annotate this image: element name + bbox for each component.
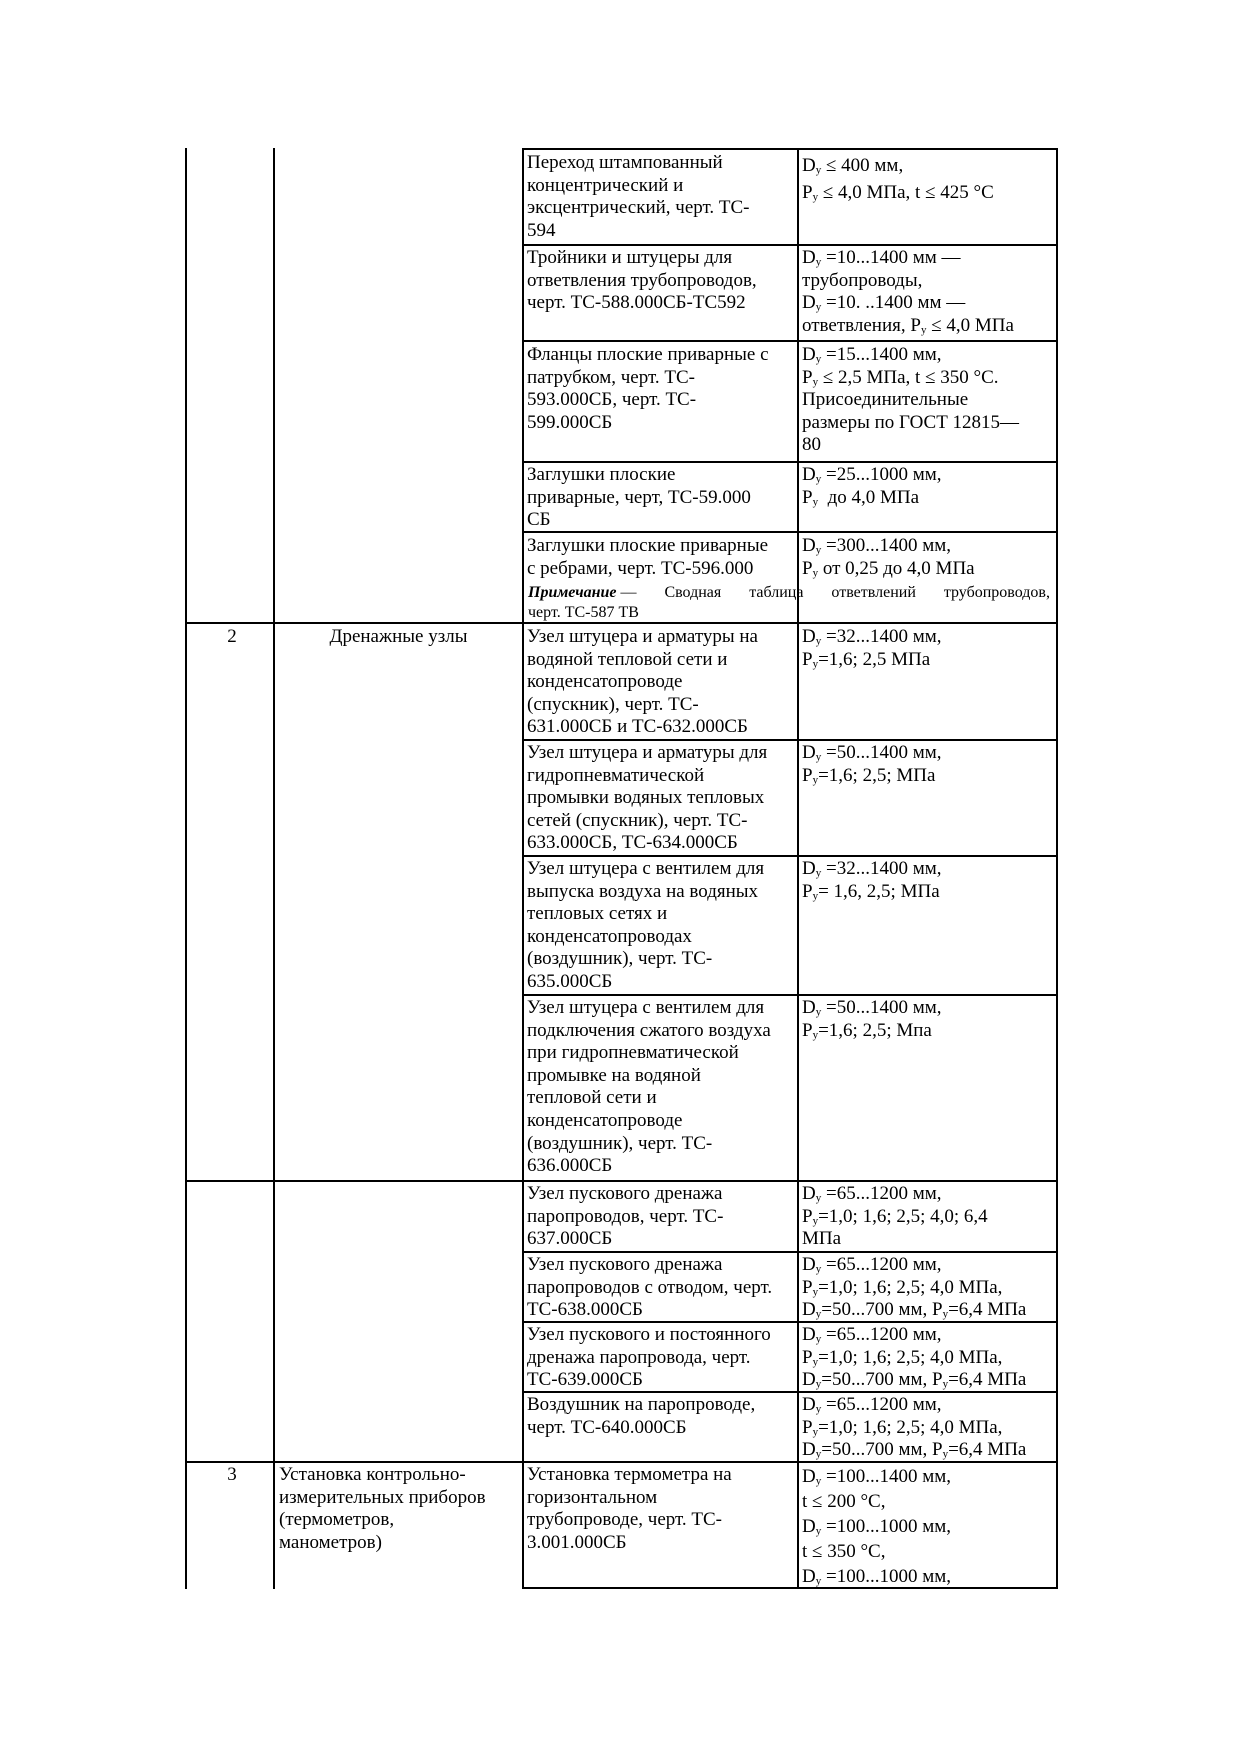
note-label: Примечание (528, 584, 617, 601)
row-number: 2 (227, 626, 237, 647)
table-divider-col1 (273, 148, 275, 1589)
row-name: Переход штампованный концентрический и эксцентрический, черт. ТС- 594 (527, 152, 750, 241)
group-title: Дренажные узлы (329, 626, 468, 647)
row-name: Узел штуцера с вентилем для выпуска воздуха на водяных тепловых сетях и конденсатопроводах (воздушник), черт. ТС- 635.000СБ (527, 858, 765, 992)
row-name: Воздушник на паропроводе, черт. ТС-640.000СБ (527, 1394, 756, 1438)
row-line (522, 340, 1058, 342)
row-line (522, 739, 1058, 741)
table-divider-col3 (797, 148, 799, 1589)
row-line (522, 461, 1058, 463)
row-name: Узел штуцера и арматуры для гидропневматической промывки водяных тепловых сетей (спускник), черт. ТС- 633.000СБ, ТС-634.000СБ (527, 742, 768, 854)
row-params: $D_у =65...1200$ мм, $P_у=1,0$; 1,6; 2,5; 4,0; 6,4 МПа (802, 1183, 988, 1250)
row-params: $D_у =100...1400$ мм, t ≤ 200 °С, $D_у =100...1000$ мм, t ≤ 350 °С, $D_у =100...1000$ мм, (802, 1466, 951, 1587)
row-name: Заглушки плоские приварные с ребрами, черт. ТС-596.000 (527, 535, 769, 579)
row-name: Тройники и штуцеры для ответвления трубопроводов, черт. ТС-588.000СБ-ТС592 (527, 247, 757, 314)
table-border-left (185, 148, 187, 1589)
row-line (522, 1251, 1058, 1253)
row-line (522, 994, 1058, 996)
row-params: $D_у =65...1200$ мм, $P_у=1,0$; 1,6; 2,5; 4,0 МПа, $D_у=50...700$ мм, $P_у=6,4$ МПа (802, 1394, 1027, 1461)
row-line (522, 1587, 1058, 1589)
row-params: $D_у \le 400$ мм, $P_у \le 4,0$ МПа, t ≤ 425 °С (802, 155, 994, 203)
row-params: $D_у =15...1400$ мм, $P_у \le 2,5$ МПа, t ≤ 350 °С. Присоединительные размеры по ГОСТ 12815— 80 (802, 344, 1020, 456)
row-number: 3 (227, 1464, 237, 1485)
row-params: $D_у =65...1200$ мм, $P_у=1,0$; 1,6; 2,5; 4,0 МПа, $D_у=50...700$ мм, $P_у=6,4$ МПа (802, 1324, 1027, 1391)
row-params: $D_у =65...1200$ мм, $P_у=1,0$; 1,6; 2,5; 4,0 МПа, $D_у=50...700$ мм, $P_у=6,4$ МПа (802, 1254, 1027, 1321)
group-title: Установка контрольно- измерительных приборов (термометров, манометров) (279, 1464, 486, 1553)
row-name: Узел штуцера с вентилем для подключения сжатого воздуха при гидропневматической промывке на водяной тепловой сети и конденсатопроводе (воздушник), черт. ТС- 636.000СБ (527, 997, 771, 1177)
row-params: $D_у =50...1400$ мм, $P_у=1,6$; 2,5; Мпа (802, 997, 942, 1041)
table-note: Примечание — Сводная таблица ответвлений трубопроводов, черт. ТС-587 ТВ (528, 584, 1050, 621)
row-line (522, 855, 1058, 857)
row-params: $D_у =50...1400$ мм, $P_у=1,6$; 2,5; МПа (802, 742, 942, 786)
row-name: Установка термометра на горизонтальном трубопроводе, черт. ТС- 3.001.000СБ (527, 1464, 732, 1553)
row-name: Узел пускового и постоянного дренажа паропровода, черт. ТС-639.000СБ (527, 1324, 771, 1391)
section-line (185, 1180, 1058, 1182)
row-line (522, 244, 1058, 246)
row-line (522, 148, 1058, 150)
row-name: Заглушки плоские приварные, черт, ТС-59.000 СБ (527, 464, 751, 531)
row-params: $D_у =32...1400$ мм, $P_у=1,6$; 2,5 МПа (802, 626, 942, 670)
table-border-right (1056, 148, 1058, 1589)
table-divider-col2 (522, 148, 524, 1589)
row-params: $D_у =300...1400$ мм, $P_у$ от 0,25 до 4,0 МПа (802, 535, 975, 579)
row-params: $D_у =10...1400$ мм — трубопроводы, $D_у =10$. ..1400 мм — ответвления, $P_у \le 4,0$ МПа (802, 247, 1014, 336)
row-name: Узел пускового дренажа паропроводов, черт. ТС- 637.000СБ (527, 1183, 724, 1250)
row-params: $D_у =32...1400$ мм, $P_у= 1,6$, 2,5; МПа (802, 858, 942, 902)
row-name: Узел штуцера и арматуры на водяной тепловой сети и конденсатопроводе (спускник), черт. ТС- 631.000СБ и ТС-632.000СБ (527, 626, 758, 738)
row-name: Узел пускового дренажа паропроводов с отводом, черт. ТС-638.000СБ (527, 1254, 773, 1321)
row-params: $D_у =25...1000$ мм, $P_у$ до 4,0 МПа (802, 464, 942, 508)
row-name: Фланцы плоские приварные с патрубком, черт. ТС- 593.000СБ, черт. ТС- 599.000СБ (527, 344, 769, 433)
